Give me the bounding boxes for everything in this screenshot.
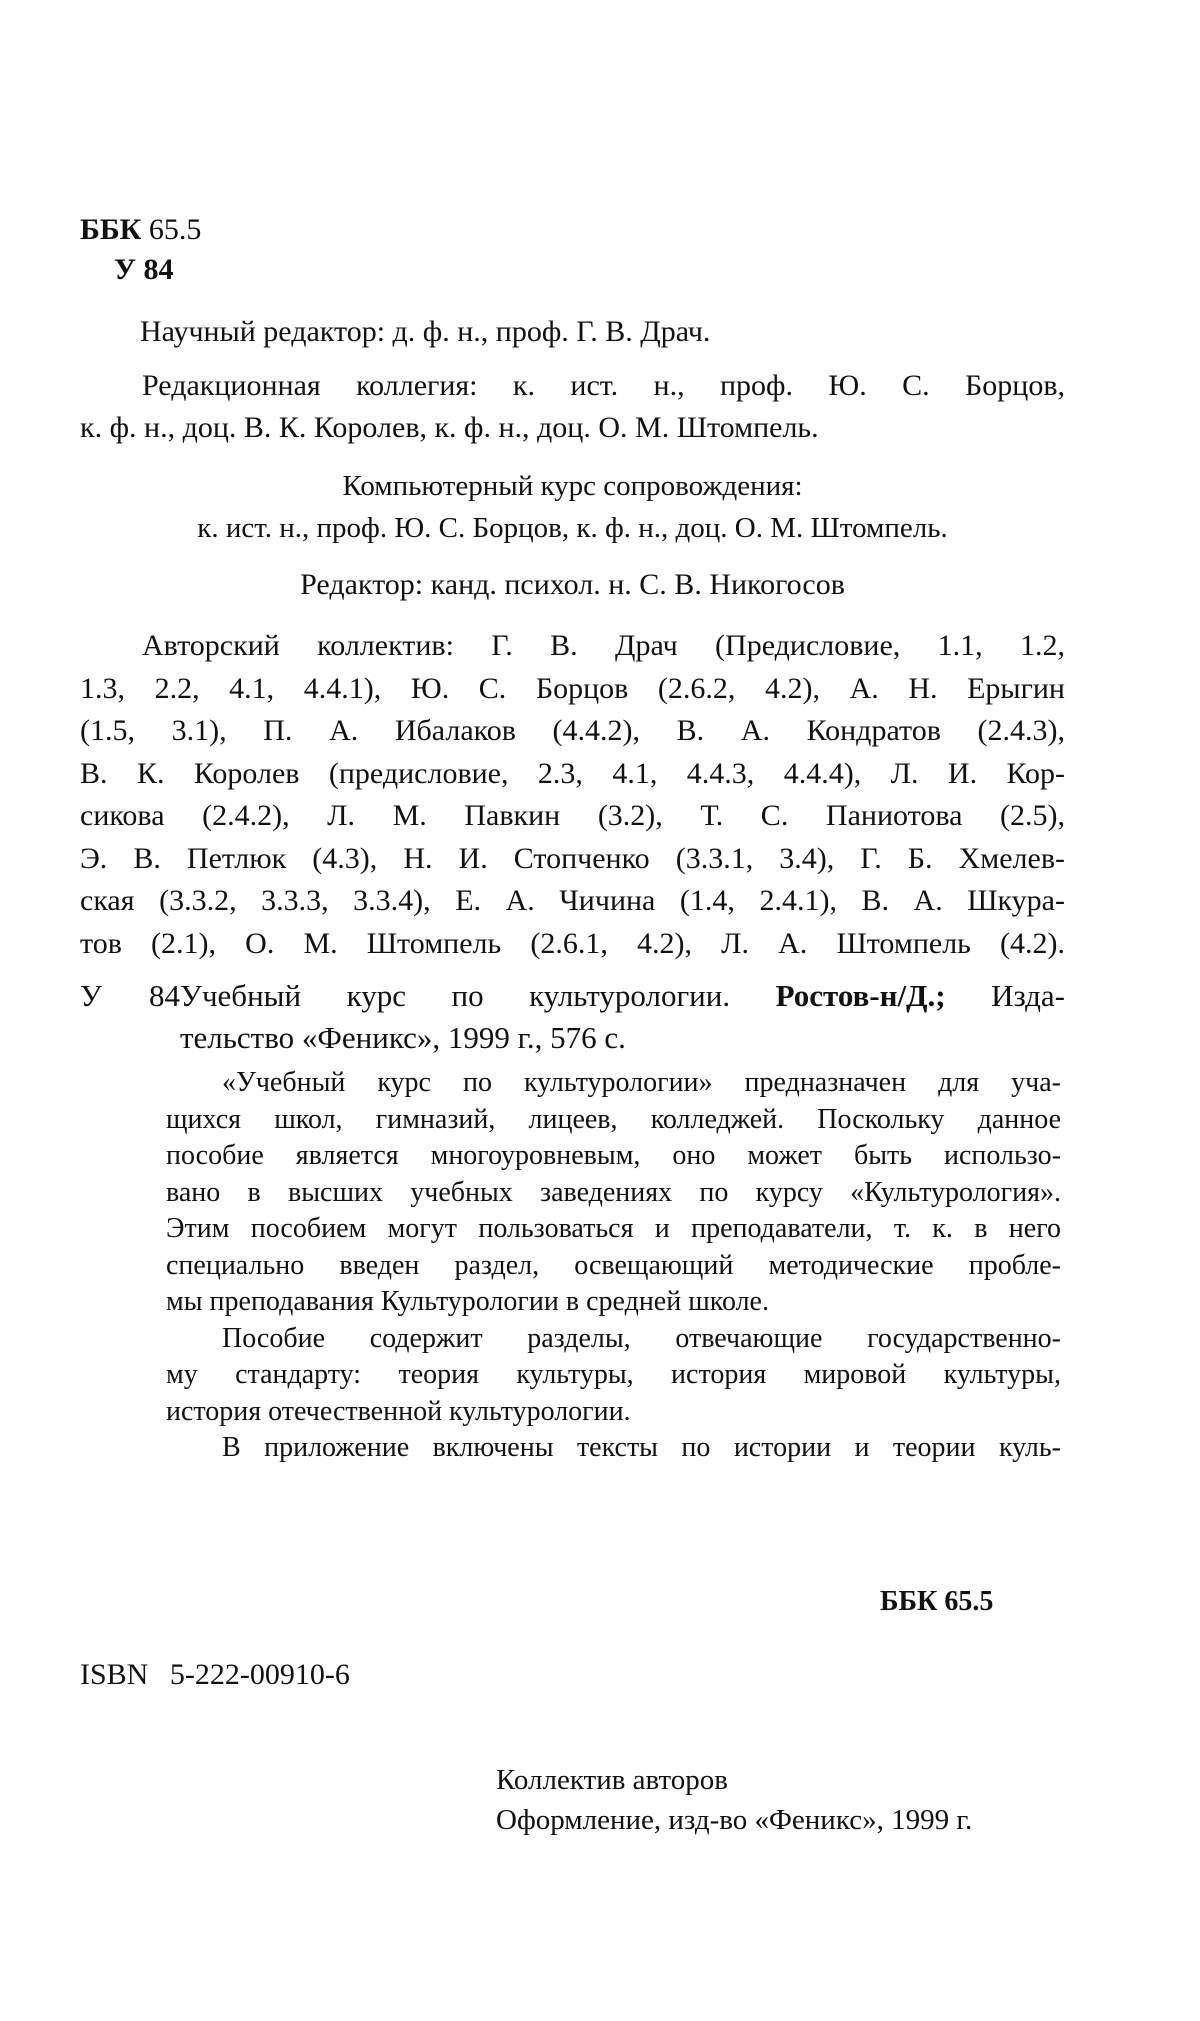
bbk-code: 65.5 [148, 213, 202, 246]
reference-code: У 84 [80, 978, 180, 1013]
copyright-design: Оформление, изд-во «Феникс», 1999 г. [496, 1804, 973, 1836]
copyright [496, 1760, 972, 1840]
isbn: ISBN 5-222-00910-6 [80, 1658, 350, 1691]
editorial-board [80, 365, 1065, 449]
udk-code: У 84 [114, 253, 174, 286]
bibliographic-reference [80, 975, 1065, 1059]
bbk-index-bottom: ББК 65.5 [880, 1586, 994, 1617]
authors-line: ская (3.3.2, 3.3.3, 3.3.4), Е. А. Чичина (1.4, 2.4.1), В. А. Шкура- [80, 884, 1065, 917]
authors-line: В. К. Королев (предисловие, 2.3, 4.1, 4.4.3, 4.4.4), Л. И. Кор- [80, 756, 1065, 790]
annotation-paragraph: Пособие содержит разделы, отвечающие государственно- му стандарту: теория культуры, история мировой культуры, история отечественной культурологии. [166, 1322, 1061, 1427]
scientific-editor: Научный редактор: д. ф. н., проф. Г. В. Драч. [140, 315, 711, 348]
bbk-index [80, 210, 201, 250]
reference-title: Учебный курс по культурологии. [180, 978, 731, 1013]
editor-credit: Редактор: канд. психол. н. С. В. Никогосов [300, 568, 845, 601]
annotation-paragraph: В приложение включены тексты по истории и теории куль- [222, 1432, 1061, 1463]
computer-course [80, 465, 1065, 549]
authors-line: тов (2.1), О. М. Штомпель (2.6.1, 4.2), Л. А. Штомпель (4.2). [80, 926, 1065, 960]
reference-publisher: Изда- [991, 978, 1065, 1013]
annotation [166, 1065, 1061, 1467]
authors-line: Э. В. Петлюк (4.3), Н. И. Стопченко (3.3.1, 3.4), Г. Б. Хмелев- [80, 841, 1065, 875]
computer-course-heading: Компьютерный курс сопровождения: [342, 470, 803, 502]
authors-line: (1.5, 3.1), П. А. Ибалаков (4.4.2), В. А. Кондратов (2.4.3), [80, 714, 1065, 747]
authors-line: сикова (2.4.2), Л. М. Павкин (3.2), Т. С. Паниотова (2.5), [80, 799, 1065, 832]
editorial-board-line: к. ф. н., доц. В. К. Королев, к. ф. н., доц. О. М. Штомпель. [80, 411, 819, 444]
authors-collective [80, 625, 1065, 965]
editorial-board-line: Редакционная коллегия: к. ист. н., проф. Ю. С. Борцов, [142, 369, 1065, 402]
authors-line: Авторский коллектив: Г. В. Драч (Предисловие, 1.1, 1.2, [142, 629, 1065, 662]
computer-course-authors: к. ист. н., проф. Ю. С. Борцов, к. ф. н., доц. О. М. Штомпель. [197, 512, 948, 544]
reference-line [80, 975, 1065, 1017]
reference-continuation: тельство «Феникс», 1999 г., 576 с. [180, 1020, 626, 1055]
annotation-paragraph: «Учебный курс по культурологии» предназначен для уча- щихся школ, гимназий, лицеев, колледжей. Поскольку данное пособие является многоуровневым, оно может быть использо- вано в высших учебных заведениях по курсу «Культурология». Этим пособием могут пользоваться и преподаватели, т. к. в него специально введен раздел, освещающий методические пробле- мы преподавания Культурологии в средней школе. [166, 1067, 1061, 1317]
authors-line: 1.3, 2.2, 4.1, 4.4.1), Ю. С. Борцов (2.6.2, 4.2), А. Н. Ерыгин [80, 671, 1065, 705]
reference-place: Ростов-н/Д.; [775, 978, 946, 1013]
bbk-label: ББК [80, 213, 142, 246]
copyright-authors: Коллектив авторов [496, 1764, 728, 1796]
